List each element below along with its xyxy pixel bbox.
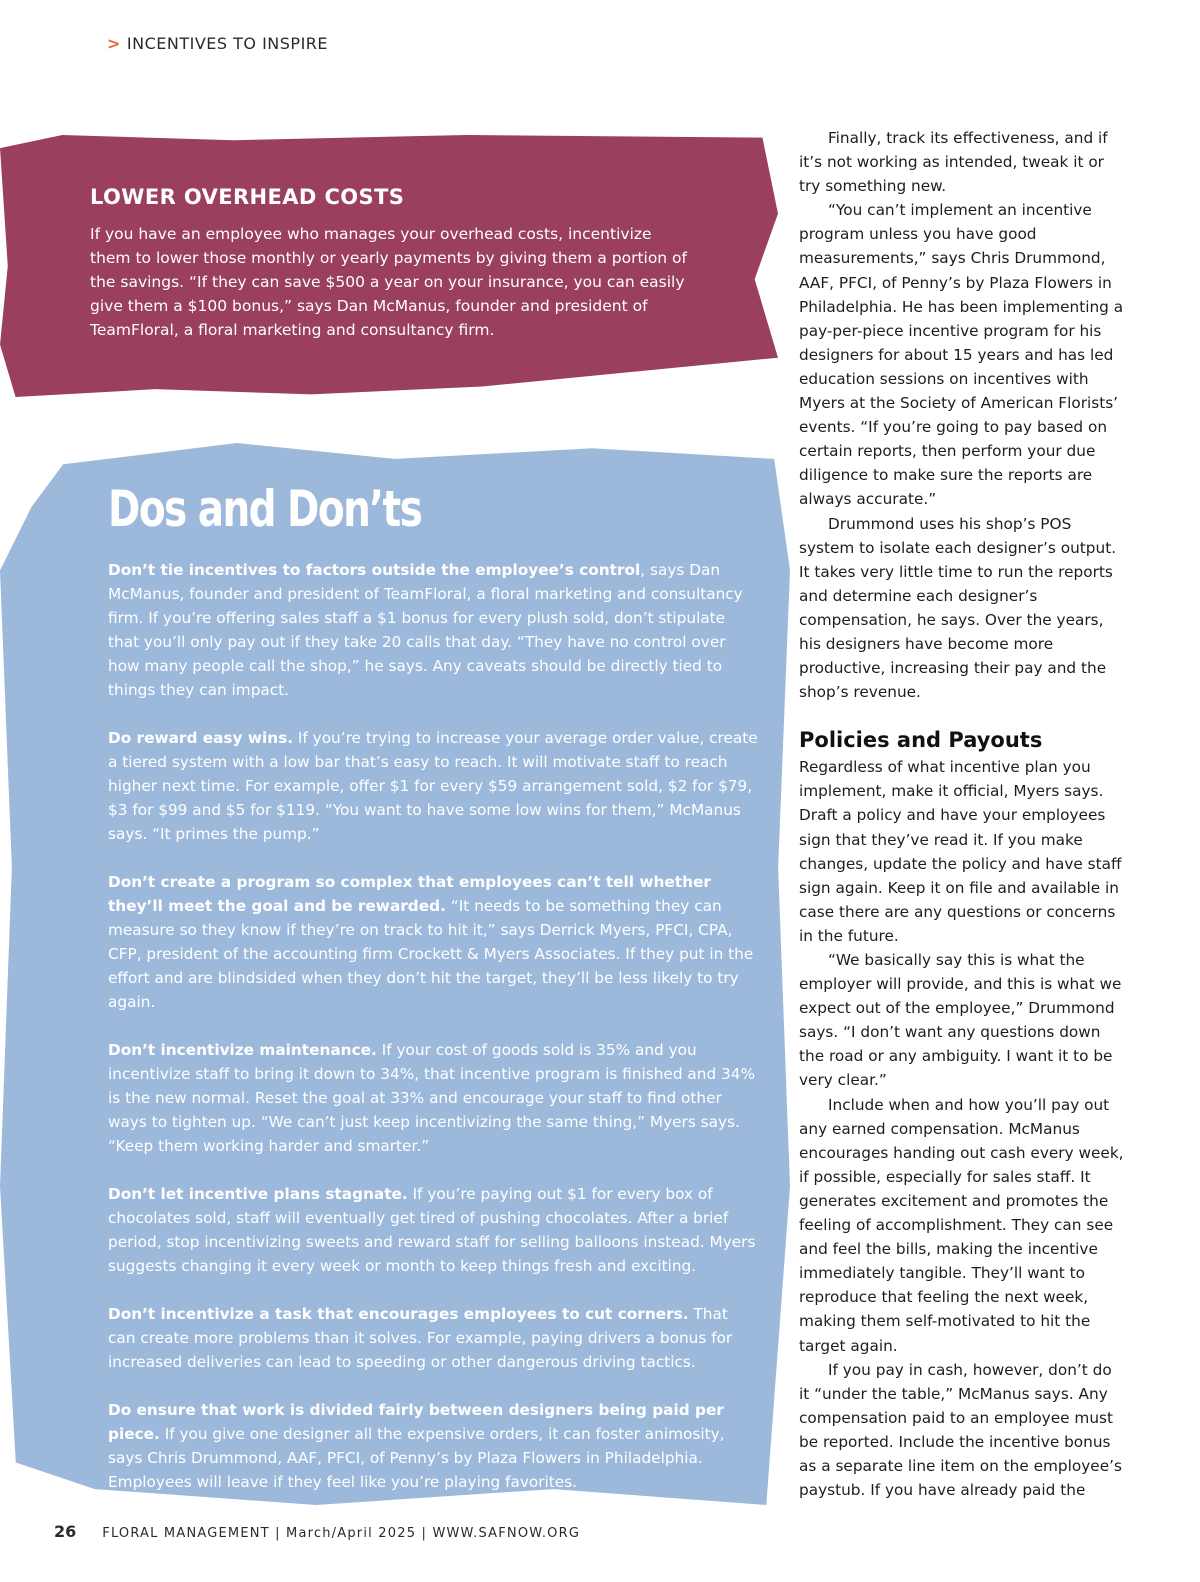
dos-donts-title: Dos and Don’ts bbox=[108, 480, 422, 538]
item-text: If you’re paying out $1 for every box of chocolates sold, staff will eventually get tired of pushing chocolates. After a brief period, stop incentivizing sweets and reward staff for selling balloons instead. Myers suggests changing it every week or month to keep things fresh and exciting. bbox=[108, 1185, 756, 1275]
item-lead: Don’t tie incentives to factors outside the employee’s control bbox=[108, 561, 641, 579]
subheading: Policies and Payouts bbox=[799, 728, 1043, 753]
item-text: That can create more problems than it solves. For example, paying drivers a bonus for increased deliveries can lead to speeding or other dangerous driving tactics. bbox=[108, 1305, 733, 1371]
article-paragraph: If you pay in cash, however, don’t do it “under the table,” McManus says. Any compensation paid to an employee must be reported. Include the incentive bonus as a separate line item on the employee’s paystub. If you have already paid the bbox=[799, 1360, 1122, 1500]
item-text: If you’re trying to increase your average order value, create a tiered system with a low bar that’s easy to reach. It will motivate staff to reach higher next time. For example, offer $1 for every $59 arrangement sold, $2 for $79, $3 for $99 and $5 for $119. “You want to have some low wins for them,” McManus says. “It primes the pump.” bbox=[108, 729, 758, 843]
item-text: “It needs to be something they can measure so they know if they’re on track to hit it,” says Derrick Myers, PFCI, CPA, CFP, president of the accounting firm Crockett & Myers Associates. If they put in the effort and are blindsided when they don’t hit the target, they’ll be less likely to try again. bbox=[108, 897, 754, 1011]
article-paragraph: “We basically say this is what the employer will provide, and this is what we expect out of the employee,” Drummond says. “I don’t want any questions down the road or any ambiguity. I want it to be very clear.” bbox=[799, 951, 1122, 1090]
list-item bbox=[108, 726, 758, 846]
chevron-right-icon: > bbox=[107, 34, 121, 53]
list-item bbox=[108, 1398, 758, 1494]
item-text: If you give one designer all the expensive orders, it can foster animosity, says Chris Drummond, AAF, PFCI, of Penny’s by Plaza Flowers in Philadelphia. Employees will leave if they feel like you’re playing favorites. bbox=[108, 1425, 725, 1491]
list-item bbox=[108, 558, 758, 702]
list-item bbox=[108, 870, 758, 1014]
list-item bbox=[108, 1182, 758, 1278]
article-paragraph: Regardless of what incentive plan you implement, make it official, Myers says. Draft a policy and have your employees sign that they’ve read it. If you make changes, update the policy and have staff sign again. Keep it on file and available in case there are any questions or concerns in the future. bbox=[799, 758, 1122, 945]
section-header bbox=[107, 34, 328, 53]
item-lead: Don’t let incentive plans stagnate. bbox=[108, 1185, 408, 1203]
footer-text: FLORAL MANAGEMENT | March/April 2025 | WWW.SAFNOW.ORG bbox=[102, 1526, 581, 1541]
page-footer bbox=[54, 1522, 580, 1541]
page-number: 26 bbox=[54, 1522, 77, 1541]
article-column bbox=[799, 126, 1124, 1502]
article-paragraph: Drummond uses his shop’s POS system to isolate each designer’s output. It takes very little time to run the reports and determine each designer’s compensation, he says. Over the years, his designers have become more productive, increasing their pay and the shop’s revenue. bbox=[799, 514, 1117, 702]
article-paragraph: Include when and how you’ll pay out any earned compensation. McManus encourages handing out cash every week, if possible, especially for sales staff. It generates excitement and promotes the feeling of accomplishment. They can see and feel the bills, making the incentive immediately tangible. They’ll want to reproduce that feeling the next week, making them self-motivated to hit the target again. bbox=[799, 1095, 1124, 1355]
dos-donts-list bbox=[108, 558, 758, 1518]
item-lead: Do ensure that work is divided fairly between designers being paid per piece. bbox=[108, 1401, 724, 1443]
item-text: , says Dan McManus, founder and president of TeamFloral, a floral marketing and consultancy firm. If you’re offering sales staff a $1 bonus for every plush sold, don’t stipulate that you’ll only pay out if they take 20 calls that day. “They have no control over how many people call the shop,” he says. Any caveats should be directly tied to things they can impact. bbox=[108, 561, 743, 699]
list-item bbox=[108, 1038, 758, 1158]
article-paragraph: Finally, track its effectiveness, and if it’s not working as intended, tweak it or try something new. bbox=[799, 129, 1108, 196]
overhead-title: LOWER OVERHEAD COSTS bbox=[90, 185, 405, 209]
list-item bbox=[108, 1302, 758, 1374]
item-lead: Do reward easy wins. bbox=[108, 729, 294, 747]
item-lead: Don’t incentivize maintenance. bbox=[108, 1041, 377, 1059]
item-text: If your cost of goods sold is 35% and you incentivize staff to bring it down to 34%, that incentive program is finished and 34% is the new normal. Reset the goal at 33% and encourage your staff to find other ways to tighten up. “We can’t just keep incentivizing the same thing,” Myers says. “Keep them working harder and smarter.” bbox=[108, 1041, 756, 1155]
section-label: INCENTIVES TO INSPIRE bbox=[126, 34, 329, 53]
item-lead: Don’t create a program so complex that employees can’t tell whether they’ll meet the goal and be rewarded. bbox=[108, 873, 711, 915]
overhead-body: If you have an employee who manages your overhead costs, incentivize them to lower those monthly or yearly payments by giving them a portion of the savings. “If they can save $500 a year on your insurance, you can easily give them a $100 bonus,” says Dan McManus, founder and president of TeamFloral, a floral marketing and consultancy firm. bbox=[90, 225, 687, 339]
item-lead: Don’t incentivize a task that encourages employees to cut corners. bbox=[108, 1305, 689, 1323]
article-paragraph: “You can’t implement an incentive program unless you have good measurements,” says Chris Drummond, AAF, PFCI, of Penny’s by Plaza Flowers in Philadelphia. He has been implementing a pay-per-piece incentive program for his designers for about 15 years and has led education sessions on incentives with Myers at the Society of American Florists’ events. “If you’re going to pay based on certain reports, then perform your due diligence to make sure the reports are always accurate.” bbox=[799, 201, 1124, 509]
